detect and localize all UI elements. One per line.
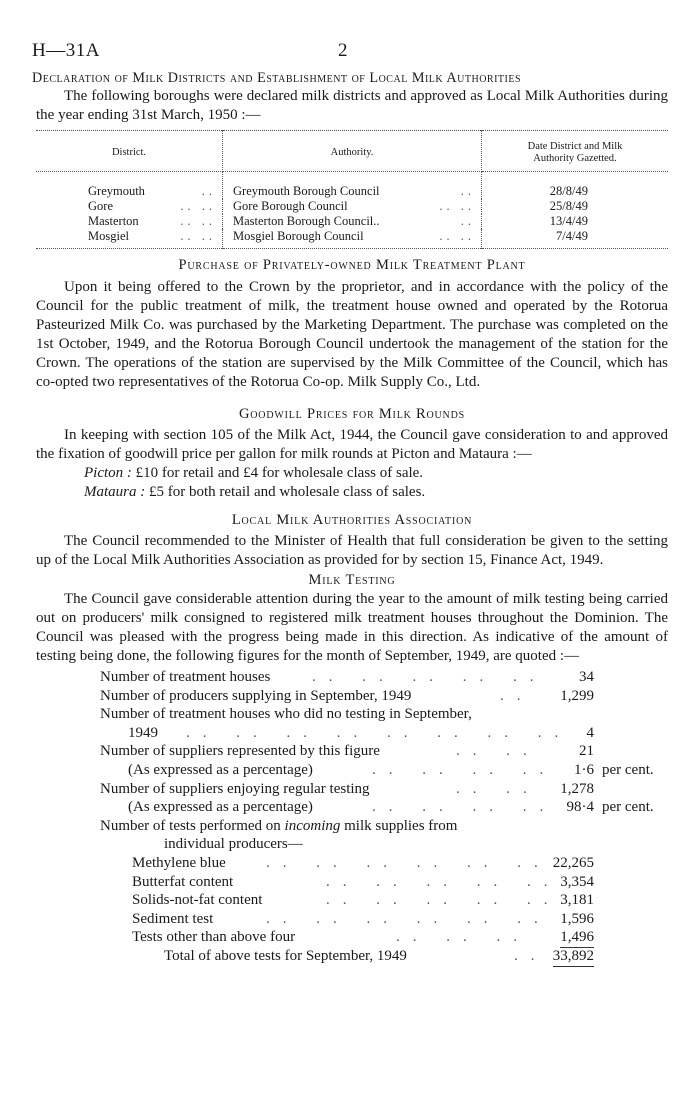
leader-dots: .. .. .. xyxy=(396,929,530,946)
paragraph-milk-districts: The following boroughs were declared milk districts and approved as Local Milk Authorities during the year ending 31st March, 1950 :— xyxy=(36,88,668,123)
authority-name: Masterton Borough Council.. xyxy=(233,214,380,228)
stat-label: 1949 xyxy=(128,724,158,741)
stat-value: 1,278 xyxy=(560,780,594,797)
stat-row xyxy=(36,705,668,724)
paragraph-milk-testing: The Council gave considerable attention during the year to the amount of milk testing being carried out on producers' milk consigned to registered milk treatment houses throughout the Dominion. The Council was pleased with the progress being made in this direction. As indicative of the amount of testing being done, the following figures for the month of September, 1949, are quoted :— xyxy=(36,591,668,664)
leader-dots: .. .. .. .. .. xyxy=(312,669,547,685)
section-heading-authorities-association: Local Milk Authorities Association xyxy=(231,512,473,528)
leader-dots: .. xyxy=(460,214,475,228)
district-name: Mosgiel xyxy=(88,229,129,243)
date-cell: 28/8/49 xyxy=(549,184,588,198)
column-header-district: District. xyxy=(36,131,223,172)
stat-value: 98·4 xyxy=(566,799,594,816)
stat-row xyxy=(36,724,668,743)
picton-price-text: £10 for retail and £4 for wholesale class of sale. xyxy=(135,465,424,481)
paragraph-goodwill-prices: In keeping with section 105 of the Milk Act, 1944, the Council gave consideration to and approved the fixation of goodwill price per gallon for milk rounds at Picton and Mataura :— xyxy=(36,427,668,462)
table-row xyxy=(36,214,668,229)
leader-dots: .. .. xyxy=(439,229,475,243)
document-reference: H—31A xyxy=(32,40,100,61)
authority-cell xyxy=(223,229,482,249)
stat-value: 4 xyxy=(586,724,594,741)
stat-row xyxy=(36,817,668,836)
stat-row xyxy=(36,928,668,947)
leader-dots: .. xyxy=(201,184,216,198)
stat-row xyxy=(36,742,668,761)
date-cell: 7/4/49 xyxy=(556,229,588,243)
stat-unit: per cent. xyxy=(602,799,654,816)
stat-value: 22,265 xyxy=(552,854,594,871)
picton-label: Picton : xyxy=(84,465,132,481)
date-cell: 25/8/49 xyxy=(549,199,588,213)
leader-dots: .. .. xyxy=(456,780,540,797)
stat-value: 1,299 xyxy=(560,687,594,704)
authority-name: Mosgiel Borough Council xyxy=(233,229,364,243)
district-name: Greymouth xyxy=(88,184,145,198)
picton-price-line xyxy=(36,464,668,483)
stat-label: Total of above tests for September, 1949 xyxy=(164,947,407,964)
leader-dots: .. xyxy=(460,184,475,198)
column-header-date-gazetted xyxy=(482,131,669,172)
mataura-label: Mataura : xyxy=(84,484,146,500)
table-header-row xyxy=(36,131,668,172)
stat-label: Number of suppliers enjoying regular testing xyxy=(100,780,370,797)
stat-label: (As expressed as a percentage) xyxy=(128,761,313,778)
stat-value: 3,181 xyxy=(560,892,594,909)
stat-label: Tests other than above four xyxy=(132,929,296,946)
stat-row xyxy=(36,873,668,892)
stat-unit: per cent. xyxy=(602,761,654,778)
leader-dots: .. .. .. .. .. .. xyxy=(266,854,551,871)
leader-dots: .. .. xyxy=(180,214,216,228)
section-heading-goodwill-prices: Goodwill Prices for Milk Rounds xyxy=(239,406,465,422)
stat-label: Sediment test xyxy=(132,910,214,927)
leader-dots: .. .. .. .. .. xyxy=(326,892,561,909)
date-gazetted-label: Date District and Milk Authority Gazetted. xyxy=(527,141,623,164)
page-number: 2 xyxy=(338,40,348,61)
stat-label: Number of treatment houses who did no testing in September, xyxy=(100,706,472,723)
stat-label-pre: Number of tests performed on xyxy=(100,817,281,834)
stat-row xyxy=(36,891,668,910)
stat-label: Number of treatment houses xyxy=(100,669,271,685)
paragraph-authorities-association: The Council recommended to the Minister of Health that full consideration be given to the setting up of the Local Milk Authorities Association as provided for by section 15, Finance Act, 1949. xyxy=(36,533,668,568)
leader-dots: .. .. .. .. xyxy=(372,799,557,816)
district-cell xyxy=(36,172,223,200)
stat-label: Solids-not-fat content xyxy=(132,892,263,909)
district-cell xyxy=(36,214,223,229)
column-header-authority: Authority. xyxy=(223,131,482,172)
stat-value: 34 xyxy=(579,669,594,685)
paragraph-treatment-plant: Upon it being offered to the Crown by the proprietor, and in accordance with the policy of the Council for the public treatment of milk, the treatment house owned and operated by the Rotorua Pasteurized Milk Co. was purchased by the Marketing Department. The purchase was completed on the 1st October, 1949, and the Rotorua Borough Council undertook the management of the station for the Crown. The operations of the station are supervised by the Milk Committee of the Council, which has co-opted two representatives of the Rotorua Co-op. Milk Supply Co., Ltd. xyxy=(36,279,668,390)
stat-value: 1,596 xyxy=(560,910,594,927)
stat-value: 3,354 xyxy=(560,873,594,890)
stat-label: Number of producers supplying in September, 1949 xyxy=(100,687,412,704)
stat-row xyxy=(36,854,668,873)
stat-row xyxy=(36,798,668,817)
stat-label: (As expressed as a percentage) xyxy=(128,799,313,816)
leader-dots: .. .. .. .. .. .. xyxy=(266,910,551,927)
section-heading-milk-testing: Milk Testing xyxy=(308,572,396,588)
stat-label: Number of suppliers represented by this figure xyxy=(100,743,380,760)
stat-value: 21 xyxy=(579,743,594,760)
stat-value: 1·6 xyxy=(574,761,594,778)
leader-dots: .. xyxy=(514,947,548,964)
date-cell: 13/4/49 xyxy=(549,214,588,228)
authority-name: Greymouth Borough Council xyxy=(233,184,380,198)
district-cell xyxy=(36,199,223,214)
stat-row xyxy=(36,668,668,687)
district-cell xyxy=(36,229,223,249)
stat-label: Methylene blue xyxy=(132,854,226,871)
section-heading-treatment-plant: Purchase of Privately-owned Milk Treatment Plant xyxy=(178,257,526,273)
leader-dots: .. .. xyxy=(180,229,216,243)
authority-cell xyxy=(223,214,482,229)
stat-row xyxy=(36,687,668,706)
district-name: Masterton xyxy=(88,214,139,228)
stat-row-total xyxy=(36,947,668,966)
mataura-price-line xyxy=(36,483,668,502)
table-row xyxy=(36,172,668,200)
stat-label-emphasis: incoming xyxy=(284,817,341,834)
document-page xyxy=(32,40,668,966)
milk-testing-statistics xyxy=(36,668,668,966)
leader-dots: .. .. .. .. xyxy=(372,761,557,778)
table-row xyxy=(36,199,668,214)
leader-dots: .. .. xyxy=(439,199,475,213)
section-heading-milk-districts: Declaration of Milk Districts and Establishment of Local Milk Authorities xyxy=(32,70,522,86)
authority-name: Gore Borough Council xyxy=(233,199,348,213)
stat-label: individual producers— xyxy=(164,836,303,853)
stat-label xyxy=(100,817,457,836)
district-name: Gore xyxy=(88,199,113,213)
authority-cell xyxy=(223,172,482,200)
leader-dots: .. .. .. .. .. xyxy=(326,873,561,890)
stat-row xyxy=(36,780,668,799)
stat-label-post: milk supplies from xyxy=(344,817,458,834)
authority-cell xyxy=(223,199,482,214)
mataura-price-text: £5 for both retail and wholesale class of sales. xyxy=(149,484,426,500)
stat-row xyxy=(36,761,668,780)
stat-row xyxy=(36,910,668,929)
leader-dots: .. xyxy=(500,687,534,704)
stat-value: 1,496 xyxy=(560,928,594,948)
milk-districts-table xyxy=(36,130,668,249)
table-row xyxy=(36,229,668,249)
leader-dots: .. .. xyxy=(180,199,216,213)
stat-row xyxy=(36,835,668,854)
leader-dots: .. .. xyxy=(456,743,540,760)
stat-label: Butterfat content xyxy=(132,873,234,890)
page-header xyxy=(32,40,668,70)
stat-total-value: 33,892 xyxy=(553,947,594,967)
leader-dots: .. .. .. .. .. .. .. .. xyxy=(186,724,572,741)
